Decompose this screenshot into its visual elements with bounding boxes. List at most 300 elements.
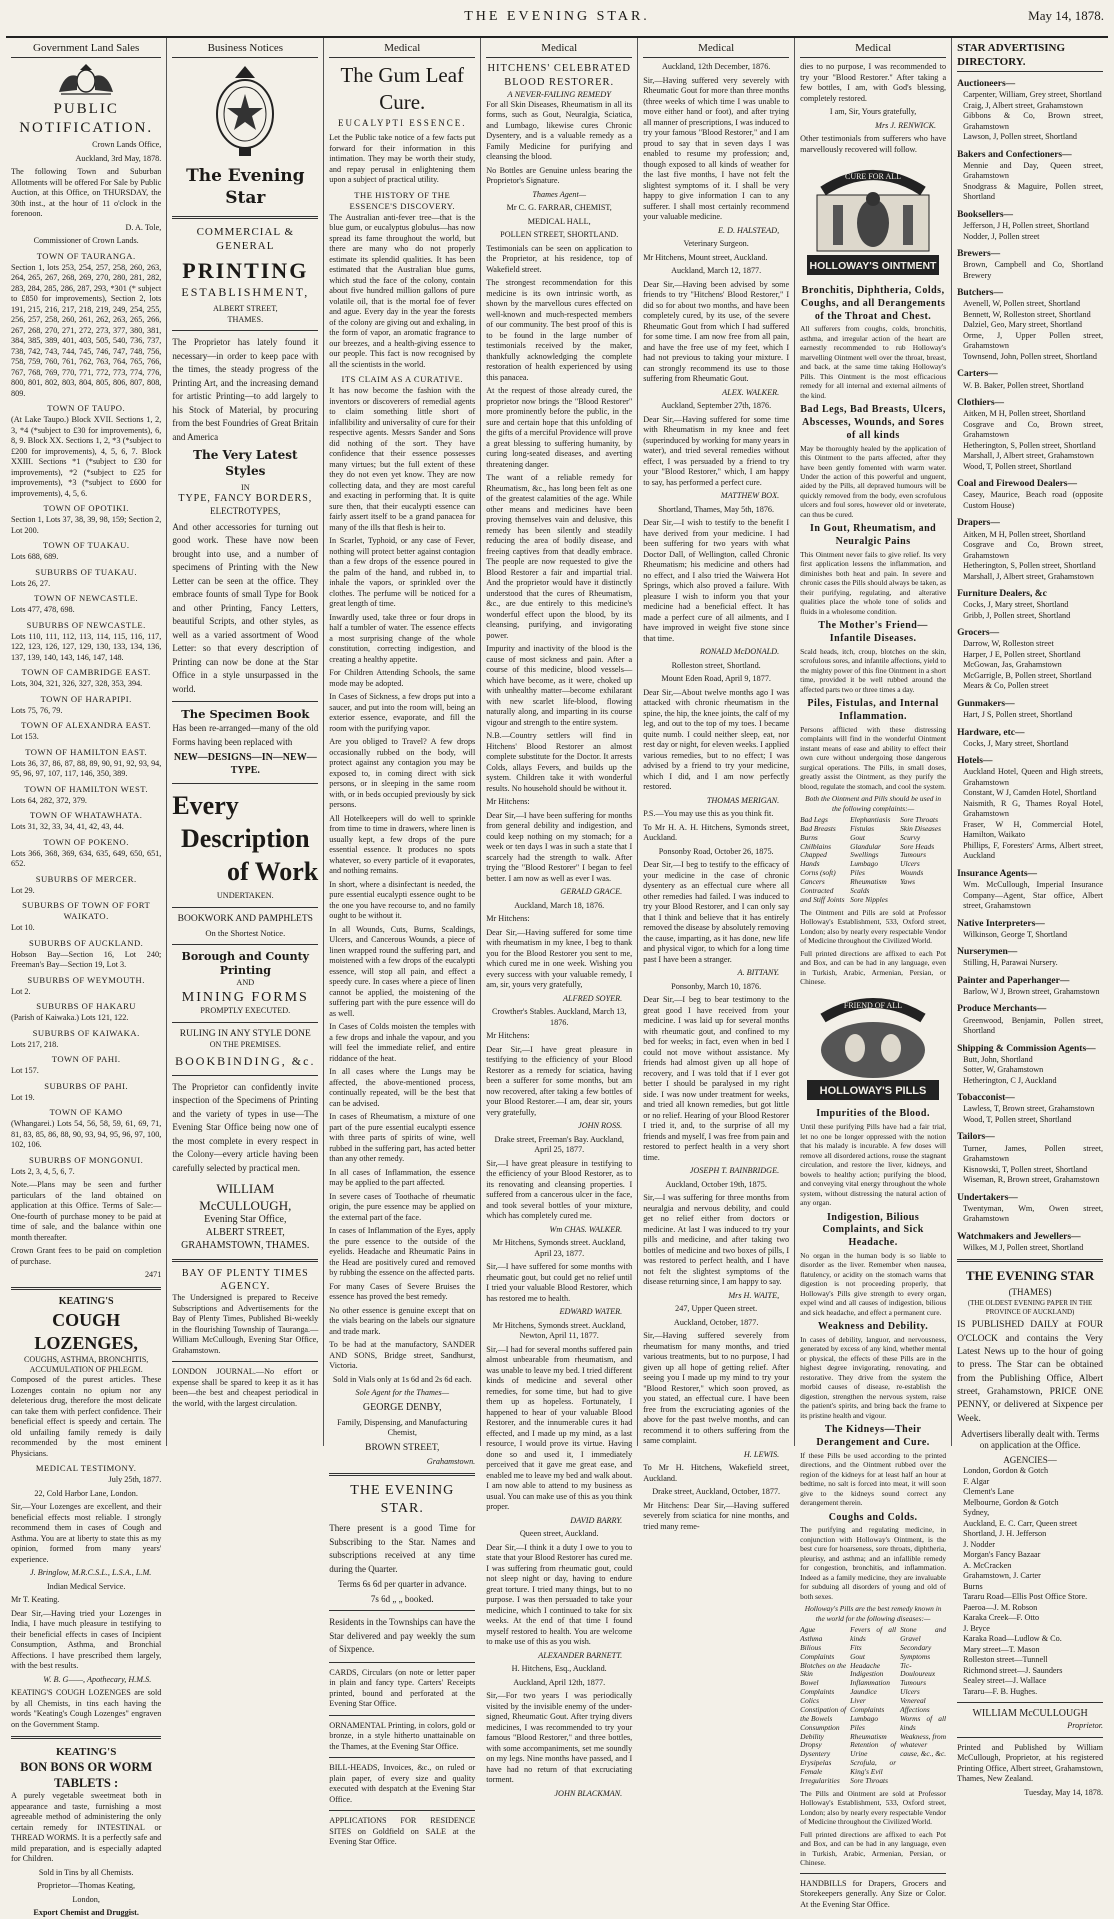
testimonial-8: Sir,—For two years I was periodically visited by the invisible enemy of the under-signed, Rheumatic Gout. After trying divers medicines, I was recommended to try your famous "Blood Restorer," and three bottles, with some accompaniments, set me soundly on my legs. Nine months have passed, and I have had no return of that excruciating torment. <box>486 1691 633 1785</box>
invite-text: The Proprietor can confidently invite inspection of the Specimens of Printing and the variety of types in use—The Evening Star Office being now one of the most complete in every respect in the Colony—every article having been carefully selected by practical men. <box>172 1081 319 1173</box>
testimonial-4-addr: Mr Hitchens, Symonds street. Auckland, April 23, 1877. <box>492 1238 626 1258</box>
bonbons-city: London, <box>72 1894 100 1904</box>
ointment-banner-text: CURE FOR ALL <box>845 172 902 182</box>
directory-entry: Wilkes, M J, Pollen street, Shortland <box>963 1242 1084 1252</box>
directory-category: Coal and Firewood Dealers— <box>957 479 1077 490</box>
land-section-lots: Section 1, Lots 37, 38, 39, 98, 159; Section 2, Lot 200. <box>11 515 162 535</box>
agency-entry: Burns <box>963 1581 983 1591</box>
t8-sig2: 247, Upper Queen street. <box>675 1304 758 1314</box>
holloway-p10: If these Pills be used according to the printed directions, and the Ointment rubbed over the region of the kidneys for at least half an hour at bedtime, no salt is forced into meat, it will soon give to the kidneys sound correct any derangement therein. <box>800 1450 947 1508</box>
gum-p20: To be had at the manufactory, SANDER AND SONS, Bridge street, Sandhurst, Victoria. <box>329 1340 476 1371</box>
list-item: Worms of all kinds <box>900 1713 947 1732</box>
land-section-lots: Lot 10. <box>11 923 35 933</box>
hitchens-p5: At the request of those already cured, the proprietor now brings the "Blood Restorer" more prominently before the public, in the sure and certain hope that this unfolding of the gifts of a merciful Providence will prove a great blessing to suffering humanity, by curing long-seated diseases, and averting threatening danger. <box>486 386 633 469</box>
gum-p18: For many Cases of Severe Bruises the essence has proved the best remedy. <box>329 1281 476 1302</box>
bonbons-export: Export Chemist and Druggist. <box>33 1908 139 1918</box>
directory-category: Native Interpreters— <box>957 918 1045 929</box>
agency-entry: Tararu Road—Ellis Post Office Store. <box>963 1592 1088 1602</box>
land-section-heading: TOWN OF KAMO <box>49 1107 123 1118</box>
agency-entry: Melbourne, Gordon & Gotch <box>963 1497 1059 1507</box>
t5-addr: Mount Eden Road, April 9, 1877. <box>661 674 771 684</box>
list-item: Bad Breasts <box>800 823 836 833</box>
hitchens-p3: Testimonials can be seen on application to the Proprietor, at his residence, top of Wakefield street. <box>486 243 633 274</box>
gum-p8: Are you obliged to Travel? A few drops occasionally rubbed on the body, will protect against any contagion you may be exposed to, in coming direct with sick persons, or in sleeping in the same room with, or in beds occupied previously by sick persons. <box>329 737 476 810</box>
testimony-2-signature: W. B. G——, Apothecary, H.M.S. <box>43 1674 152 1684</box>
directory-entry: Brown, Campbell and Co, Shortland Brewery <box>963 260 1104 280</box>
ornamental-ad: ORNAMENTAL Printing, in colors, gold or bronze, in a style hitherto unattainable on the Thames, at the Evening Star Office. <box>329 1720 476 1751</box>
agency-entry: Karaka Creek—F. Otto <box>963 1613 1040 1623</box>
land-section-lots: Lots 217, 218. <box>11 1039 59 1049</box>
t8-sig: Mrs H. WAITE, <box>728 1290 780 1300</box>
testimonial-7: Dear Sir,—I think it a duty I owe to you to state that your Blood Restorer has cured me. I was suffering from rheumatic gout, could not sleep night or day, having to endure great torture. I tried many things, but to no purpose. I was then persuaded to take your medicine, which I continued to take for six weeks. At the end of that time I found myself restored to health. You are welcome to make use of this as you wish. <box>486 1542 633 1647</box>
evening-star-box-body: IS PUBLISHED DAILY at FOUR O'CLOCK and contains the Very Latest News up to the hour of going to press. The Star can be obtained from the Publishing Office, Albert street, Grahamstown, PRICE ONE PENNY, or delivered at Sixpence per Week. <box>957 1320 1104 1424</box>
proprietor-title: Proprietor. <box>1067 1721 1104 1731</box>
in-text: IN <box>240 482 250 492</box>
holloway-h9: Weakness and Debility. <box>818 1321 929 1333</box>
land-sections <box>11 251 161 1178</box>
directory-category: Carters— <box>957 369 998 380</box>
holloway-p1: All sufferers from coughs, colds, bronchitis, asthma, and irregular action of the heart are earnestly recommended to rub Holloway's marvelling Ointment well over the throat, breast, and back, at the same time taking Holloway's Pills. This Ointment is the most efficacious remedy for all internal and external ailments of the kind. <box>800 324 947 400</box>
keating-body: Composed of the purest articles. These Lozenges contain no opium nor any deleterious drug, therefore the most delicate can take them with perfect confidence. Their beneficial effect is speedy and certain. The old unfailing family remedy is daily recommended by the most eminent Physicians. <box>11 1375 162 1458</box>
land-section-heading: SUBURBS OF MERCER. <box>35 873 137 884</box>
directory-entry: Wood, T, Pollen street, Shortland <box>963 1114 1072 1124</box>
agencies-heading: AGENCIES— <box>1003 1454 1057 1465</box>
agency-entry: Mary street—T. Mason <box>963 1644 1040 1654</box>
holloway-p2: May be thoroughly healed by the application of this Ointment to the parts affected, after they have been gently fomented with warm water. Under the action of this powerful and unguent, aided by the Pills, all depraved humours will be quickly removed from the body, even scrofulous ulcers and foul sores, however old or inveterate, can thus be cured. <box>800 443 947 519</box>
list-item: Sore Throats <box>900 814 938 824</box>
holloway-h3: In Gout, Rheumatism, and Neuralgic Pains <box>810 523 937 548</box>
specimen-heading: The Specimen Book <box>181 707 310 722</box>
ad-number: 2471 <box>144 1270 162 1280</box>
land-section-lots: (At Lake Taupo.) Block XVII. Sections 1, 2, 3, *4 (*subject to £30 for improvements), 6, 8, 9. Block XX. Sections 1, 2, *3 (*subject to £200 for improvements), 4, 5, 6, 7. Block XXIII. Sections *1 (*subject to £30 for improvements), *2 (*subject to £25 for improvements), *3 (*subject to £600 for improvements), 4, 5, 6. <box>11 415 162 498</box>
list-item: Gout <box>850 832 865 842</box>
bonbons-name: KEATING'S <box>56 1746 117 1759</box>
directory-entry: Darrow, W, Rolleston street <box>963 639 1054 649</box>
t9-sig2: To Mr H. Hitchens, Wakefield street, Auckland. <box>643 1463 790 1483</box>
t10-body: Mr Hitchens: Dear Sir,—Having suffered severely from sciatica for nine months, and tried many reme- <box>643 1500 790 1531</box>
t6-sig: A. BITTANY. <box>737 968 780 978</box>
evening-star-box-tag: (THE OLDEST EVENING PAPER IN THE PROVINCE OF AUCKLAND) <box>967 1298 1093 1316</box>
directory-entry: Wood, T, Pollen street, Shortland <box>963 461 1072 471</box>
holloway-p5: Persons afflicted with these distressing complaints will find in the wonderful Ointment instant means of ease and ability to effect their own cure without undergoing those dangerous surgical operations. The Pills, in small doses, greatly assist the Ointment, as they purify the blood, regulate the stomach, and cool the system. <box>800 724 947 791</box>
hitchens-p4: The strongest recommendation for this medicine is its own intrinsic worth, as shown by the marvellous cures effected on well-known and much-respected members of our community. The best proof of this is to be found in the large number of testimonials received by the maker, thankfully acknowledging the complete restoration of health experienced by using this panacea. <box>486 278 633 382</box>
gum-history-heading: THE HISTORY OF THE ESSENCE'S DISCOVERY. <box>349 189 455 211</box>
on-premises: ON THE PREMISES. <box>209 1040 281 1050</box>
list-item: Dysentery <box>800 1749 831 1759</box>
directory-entry: Hart, J S, Pollen street, Shortland <box>963 710 1073 720</box>
directory-entry: Twentyman, Wm, Owen street, Grahamstown <box>963 1203 1104 1224</box>
agency-entry: J. Nodder <box>963 1539 995 1549</box>
borough-heading: Borough and County Printing <box>181 949 310 977</box>
notice-date: Auckland, 3rd May, 1878. <box>75 153 162 163</box>
list-item: Elephantiasis <box>850 814 891 824</box>
new-designs: NEW—DESIGNS—IN—NEW—TYPE. <box>173 752 317 776</box>
owner-name: WILLIAM McCULLOUGH, <box>199 1181 292 1213</box>
t4-addr2: Rolleston street, Shortland. <box>671 660 761 670</box>
list-item: Fits <box>850 1642 862 1652</box>
agency-entry: Karaka Road—Ludlow & Co. <box>963 1634 1062 1644</box>
directory-entry: Wm. McCullough, Imperial Insurance Company—Agent, Star office, Albert street, Grahamstown <box>963 880 1104 910</box>
testimonial-6-sig: DAVID BARRY. <box>570 1515 623 1525</box>
list-item: Consumption <box>800 1722 840 1732</box>
keating-subtitle: COUGHS, ASTHMA, BRONCHITIS, ACCUMULATION OF PHLEGM. <box>24 1354 149 1375</box>
land-section-lots: Lot 157. <box>11 1066 39 1076</box>
body-text: And other accessories for turning out good work. These have now been brought into use, and a number of specimens of Printing with the New Letter can be seen at the office. They embrace founts of small Type for Book and other Printing, Fancy Letters, beautiful Scripts, and other styles, as well as a varied assortment of Wood Letter: so that every description of Printing can now be done at the Star Office in a style unsurpassed in the world. <box>172 521 319 694</box>
column-medical-gum-leaf <box>324 38 481 1847</box>
testimonial-2: Dear Sir,—Having suffered for some time with rheumatism in my knee, I beg to thank you for the Blood Restorer you sent to me, which cured me in one week. Wishing you every success with your valuable remedy, I am, sir, yours very gratefully, <box>486 927 633 990</box>
column-heading: Medical <box>329 41 475 58</box>
agency-entry: Clement's Lane <box>963 1487 1014 1497</box>
directory-entry: Marshall, J, Albert street, Grahamstown <box>963 571 1094 581</box>
directory-category: Auctioneers— <box>957 79 1016 90</box>
t7-sig: JOSEPH T. BAINBRIDGE. <box>689 1166 780 1176</box>
electrotypes: ELECTROTYPES, <box>210 506 281 517</box>
gum-p17: In cases of Inflammation of the Eyes, apply the pure essence to the outside of the eyelids. Headache and Rheumatic Pains in the Head are positively cured and removed by rubbing the essence on the affected parts. <box>329 1226 476 1278</box>
land-section-lots: Hobson Bay—Section 16, Lot 240; Freeman's Bay—Section 19, Lot 3. <box>11 949 162 970</box>
list-item: Inflammation <box>850 1678 890 1688</box>
directory-category: Furniture Dealers, &c <box>957 589 1047 600</box>
land-section-lots: Lots 31, 32, 33, 34, 41, 42, 43, 44. <box>11 822 124 832</box>
list-item: Sore Nipples <box>850 894 888 904</box>
testimonial-7-addr: Queen street, Auckland. <box>519 1529 599 1539</box>
land-section-heading: SUBURBS OF TOWN OF FORT WAIKATO. <box>22 900 151 922</box>
undertaken: UNDERTAKEN. <box>216 891 274 901</box>
gum-p2: The Australian anti-fever tree—that is the blue gum, or eucalyptus globulus—has now spread its fame throughout the world, but there are many who do not properly estimate its splendid qualities. It has been estimated that the Australian blue gums, which stud the face of the colony, contain about five hundred million gallons of pure volatile oil, that is the mortal foe of fever and ague. Every day in the year the forests of the colony are giving out and exhaling, in the form of vapor, an aromatic fragrance to our breezes, and a health-giving essence to our people. This fact is now recognised by all the scientists in the world. <box>329 212 476 369</box>
land-section-heading: SUBURBS OF PAHI. <box>44 1080 129 1091</box>
hitchens-agent-name: Mr C. G. FARRAR, CHEMIST, <box>506 203 612 213</box>
directory-entry: Mennie and Day, Queen street, Grahamstown <box>963 160 1104 181</box>
agency-entry: A. McCracken <box>963 1560 1012 1570</box>
testimonial-3-head: Mr Hitchens: <box>486 1031 530 1041</box>
column-medical-hitchens <box>481 38 638 1798</box>
testimonial-1-head: Mr Hitchens: <box>486 797 530 807</box>
holloway-p8: No organ in the human body is so liable to disorder as the liver. Remember when nausea, flatulency, or acidity on the stomach warns that digestion is not proceeding properly, that Holloway's Pills give strength to every organ, expel wind and all causes of indigestion, bilious and sick headache, and effect a permanent cure. <box>800 1250 947 1317</box>
holloway-p3: This Ointment never fails to give relief. Its very first application lessens the inflammation, and diminishes both heat and pain. In severe and chronic cases the Pills should always be taken, as their purifying, regulating, and alterative qualities place the whole tone of solids and fluids in a wholesome condition. <box>800 549 947 616</box>
land-section-lots: Lots 688, 689. <box>11 552 59 562</box>
directory-entry: Orme, J, Upper Pollen street, Grahamstown <box>963 330 1104 351</box>
gum-p19: No other essence is genuine except that on the vials bearing on the labels our signature and trade mark. <box>329 1305 476 1336</box>
list-item: Bad Legs <box>800 814 828 824</box>
land-section-lots: Lots 110, 111, 112, 113, 114, 115, 116, 117, 122, 123, 126, 127, 129, 130, 133, 134, 136, 137, 139, 140, 143, 146, 147, 148. <box>11 631 162 662</box>
t10-addr: Drake street, Auckland, October, 1877. <box>652 1487 781 1497</box>
gum-p14: In cases of Rheumatism, a mixture of one part of the pure essential eucalypti essence with three parts of spirits of wine, well rubbed in the suffering part, has acted better than any other remedy. <box>329 1112 476 1164</box>
land-section-lots: Lot 153. <box>11 732 39 742</box>
list-item: Dropsy <box>800 1740 822 1750</box>
land-section-heading: TOWN OF CAMBRIDGE EAST. <box>21 667 151 678</box>
column-advertising-directory <box>952 38 1108 1797</box>
list-item: Sore Throats <box>850 1775 888 1785</box>
list-item: Piles <box>850 1722 865 1732</box>
testimonial-3-sig: JOHN ROSS. <box>578 1121 623 1131</box>
land-section-heading: TOWN OF PAHI. <box>51 1054 121 1065</box>
land-section-heading: TOWN OF HARAPIPI. <box>40 693 132 704</box>
testimonial-7-sig: ALEXANDER BARNETT. <box>538 1650 623 1660</box>
list-item: Colics <box>800 1696 820 1706</box>
list-item: Debility <box>800 1731 824 1741</box>
paper-name: The Evening Star <box>186 166 305 208</box>
testimonial-3-addr: Drake street, Freeman's Bay. Auckland, April 25, 1877. <box>494 1134 624 1155</box>
list-item: Tumours <box>900 850 926 860</box>
agency-entry: Grahamstown, J. Carter <box>963 1571 1041 1581</box>
list-item: Cancers <box>800 877 825 887</box>
t6-addr: Ponsonby Road, October 26, 1875. <box>658 846 774 856</box>
gum-p15: In all cases of Inflammation, the essence may be applied to the part affected. <box>329 1167 476 1188</box>
list-item: Scalds <box>850 885 870 895</box>
land-section-lots: Lots, 304, 321, 326, 327, 328, 353, 394. <box>11 679 143 689</box>
holloway-p9: In cases of debility, languor, and nervousness, generated by excess of any kind, whether mental or physical, the effects of these Pills are in the highest degree invigorating, renovating, and restorative. They drive from the system the morbid causes of disease, re-establish the digestion, strengthen the nervous system, raise the patient's spirits, and bring back the frame to its pristine health and vigour. <box>800 1334 947 1420</box>
holloway-h2: Bad Legs, Bad Breasts, Ulcers, Abscesses, Wounds, and Sores of all kinds <box>800 404 946 441</box>
gum-p3: It has now become the fashion with the inventors or discoverers of remedial agents to claim something little short of infallibility and universality of cure for their respective agents. Messrs Sander and Sons did nothing of the sort. They have confidence that their essence possesses many virtues; but the full extent of these they do not even yet know. They are now collecting data, and they are most careful and exacting in performing that. It is quite sure then, that their eucalypti essence can fairly assert itself to be a grand panacea for many of the ills that flesh is heir to. <box>329 386 476 532</box>
pills-label-text: HOLLOWAY'S PILLS <box>819 1085 927 1098</box>
directory-entry: Lawless, T, Brown street, Grahamstown <box>963 1104 1095 1114</box>
directory-entry: Gribb, J, Pollen street, Shortland <box>963 610 1071 620</box>
gum-leaf-subtitle: EUCALYPTI ESSENCE. <box>337 117 467 128</box>
list-item: Fevers of all kinds <box>850 1625 897 1643</box>
column-heading: Government Land Sales <box>11 41 161 58</box>
list-item: Rheumatism <box>850 877 887 887</box>
directory-entry: Butt, John, Shortland <box>963 1054 1033 1064</box>
keating-sold: KEATING'S COUGH LOZENGES are sold by all Chemists, in tins each having the words "Keating's Cough Lozenges" engraven on the Government Stamp. <box>11 1688 162 1729</box>
gum-p10: In short, where a disinfectant is needed, the pure essential eucalypti essence ought to be the one you have recourse to, and no family ought to be without it. <box>329 879 476 921</box>
directory-entry: Hetherington, S, Pollen street, Shortland <box>963 561 1096 571</box>
bop-body: The Undersigned is prepared to Receive Subscriptions and Advertisements for the Bay of Plenty Times, Published Bi-weekly in the flourishing Township of Tauranga.—William McCullough, Evening Star Office, Grahamstown. <box>172 1293 319 1355</box>
column-heading: STAR ADVERTISING DIRECTORY. <box>957 41 1103 72</box>
terms: Terms 6s 6d per quarter in advance. <box>337 1579 467 1590</box>
cards-ad: CARDS, Circulars (on note or letter paper in plain and fancy type. Carters' Receipts printed, bound and perforated at the Evening Star Office. <box>329 1667 476 1709</box>
list-item: Piles <box>850 868 865 878</box>
t9-sig: H. LEWIS. <box>743 1449 780 1459</box>
directory-category: Drapers— <box>957 518 1000 529</box>
holloway-p12b: Full printed directions are affixed to each Pot and Box, and can be had in any language, even in Turkish, Arabic, Armenian, Persian, or Chinese. <box>800 1829 947 1868</box>
column-medical-holloway <box>795 38 952 1909</box>
imprint-date: Tuesday, May 14, 1878. <box>1024 1787 1104 1797</box>
holloway-p6: The Ointment and Pills are sold at Professor Holloway's Establishment, 533, Oxford street, London; also by nearly every respectable Vendor of Medicine throughout the Civilized World. <box>800 907 947 946</box>
applications-ad: APPLICATIONS FOR RESIDENCE SITES on Goldfield on SALE at the Evening Star Office. <box>329 1816 476 1847</box>
hitchens-p1: For all Skin Diseases, Rheumatism in all its forms, such as Gout, Neuralgia, Sciatica, and Lumbago, likewise cures Chronic Dysentery, and is a valuable remedy as a Family Medicine for purifying and cleansing the blood. <box>486 99 633 162</box>
directory-category: Shipping & Commission Agents— <box>957 1043 1096 1054</box>
directory-entry: Greenwood, Benjamin, Pollen street, Shortland <box>963 1015 1104 1036</box>
t1-sig: E. D. HALSTEAD, <box>717 225 780 235</box>
t4-addr: Shortland, Thames, May 5th, 1876. <box>658 504 775 514</box>
list-item: Yaws <box>900 877 916 887</box>
land-section-lots: Lots 366, 368, 369, 634, 635, 649, 650, 651, 652. <box>11 848 162 869</box>
list-item: Tic-Douloureux <box>900 1660 936 1679</box>
directory-entry: Dalziel, Geo, Mary street, Shortland <box>963 320 1083 330</box>
columns <box>6 38 1108 1918</box>
directory-entry: Craig, J, Albert street, Grahamstown <box>963 100 1083 110</box>
column-heading: Business Notices <box>172 41 318 58</box>
list-item: Venereal Affections <box>900 1696 930 1714</box>
directory-entry: Jefferson, J H, Pollen street, Shortland <box>963 221 1089 231</box>
renwick-sig: I am, Sir, Yours gratefully, <box>829 107 917 117</box>
directory-entry: Cocks, J, Mary street, Shortland <box>963 600 1069 610</box>
land-section-heading: SUBURBS OF KAIWAKA. <box>32 1027 140 1038</box>
land-section-heading: TOWN OF NEWCASTLE. <box>34 593 139 604</box>
directory-category: Watchmakers and Jewellers— <box>957 1231 1081 1242</box>
list-item: Scrofula, or King's Evil <box>850 1758 897 1777</box>
land-section-heading: TOWN OF ALEXANDRA EAST. <box>21 720 152 731</box>
list-item: Bilious Complaints <box>800 1642 835 1661</box>
bonbons-title: BON BONS OR WORM TABLETS : <box>20 1760 153 1791</box>
directory-entry: Aitken, M H, Pollen street, Shortland <box>963 529 1086 539</box>
advertising-directory <box>957 78 1103 1253</box>
directory-entry: Auckland Hotel, Queen and High streets, Grahamstown <box>963 767 1104 787</box>
gum-p16: In severe cases of Toothache of rheumatic origin, the pure essence may be applied on the external part of the face. <box>329 1191 476 1222</box>
testimonial-2-addr: Crowther's Stables. Auckland, March 13, 1876. <box>491 1007 627 1027</box>
agency-entry: F. Algar <box>963 1476 990 1486</box>
gum-agent-desc: Family, Dispensing, and Manufacturing Chemist, <box>337 1417 468 1438</box>
printing-title: PRINTING <box>182 257 309 283</box>
list-item: Skin Diseases <box>900 823 941 833</box>
ruling: RULING IN ANY STYLE DONE <box>179 1028 311 1039</box>
list-item: Ague <box>800 1625 816 1635</box>
agency-entry: Auckland, E. C. Carr, Queen street <box>963 1518 1078 1528</box>
pills-diseases-list <box>800 1626 946 1786</box>
ointment-complaints-list <box>800 816 946 905</box>
column-heading: Medical <box>643 41 789 58</box>
testimony-date: July 25th, 1877. <box>108 1475 162 1485</box>
t9-addr: Auckland, October, 1877. <box>673 1317 759 1327</box>
land-section-lots: Section 1, lots 253, 254, 257, 258, 260, 263, 264, 265, 267, 268, 269, 270, 280, 281, 282, 283, 284, 285, 286, 287, 293, *301 (* subject to £850 for improvements), Section 2, lots 191, 215, 216, 217, 218, 219, 249, 254, 255, 256, 257, 258, 260, 261, 262, 263, 265, 266, 267, 268, 270, 271, 272, 273, 377, 380, 381, 384, 385, 389, 401, 403, 505, 540, 736, 737, 738, 742, 743, 744, 745, 746, 747, 748, 756, 758, 759, 760, 761, 762, 763, 764, 765, 766, 767, 768, 769, 770, 771, 772, 773, 774, 776, 800, 801, 802, 803, 804, 805, 806, 807, 808, 809. <box>11 262 162 398</box>
gum-p4: In Scarlet, Typhoid, or any case of Fever, nothing will protect better against contagion than a few drops of the essence poured in the palm of the hand, and rubbed in, to inhale the vapors, or sprinkled over the clothes. The perfume will be noticed for a great length of time. <box>329 536 476 609</box>
agencies-list <box>957 1466 1103 1697</box>
town: THAMES. <box>227 314 264 324</box>
testimonial-7-sig2: H. Hitchens, Esq., Auckland. <box>511 1664 607 1674</box>
directory-entry: Kisnowski, T, Pollen street, Shortland <box>963 1164 1088 1174</box>
land-section-heading: SUBURBS OF HAKARU <box>36 1001 137 1012</box>
list-item: Lumbago <box>850 1713 879 1723</box>
directory-category: Insurance Agents— <box>957 868 1038 879</box>
mining-forms: MINING FORMS <box>181 989 309 1005</box>
gum-agent: Sole Agent for the Thames— <box>355 1388 450 1398</box>
directory-category: Clothiers— <box>957 398 1005 409</box>
owner-town: GRAHAMSTOWN, THAMES. <box>181 1240 310 1252</box>
gum-leaf-title: The Gum Leaf Cure. <box>340 63 465 114</box>
list-item: Glandular Swellings <box>850 841 881 860</box>
testimonial-5-addr: Mr Hitchens, Symonds street. Auckland, Newton, April 11, 1877. <box>492 1320 626 1341</box>
directory-entry: Hetherington, C J, Auckland <box>963 1075 1057 1085</box>
directory-entry: McGarrigle, B, Pollen street, Shortland <box>963 670 1092 680</box>
list-item: Ulcers <box>900 859 920 869</box>
list-item: Weakness, from whatever cause, &c., &c. <box>900 1731 947 1759</box>
list-item: Chilblains <box>800 841 831 851</box>
directory-category: Grocers— <box>957 628 1000 639</box>
notice-signer-title: Commissioner of Crown Lands. <box>33 236 139 246</box>
holloway-both2: Holloway's Pills are the best remedy known in the world for the following diseases:— <box>804 1604 942 1623</box>
land-section-heading: TOWN OF HAMILTON WEST. <box>24 783 148 794</box>
intro-text: The Proprietor has lately found it necessary—in order to keep pace with the times, the steady progress of the Printing Art, and the increasing demand for artistic Printing—to add largely to his Stock of Material, by procuring from the best Foundries of Great Britain and America <box>172 337 319 442</box>
bonbons-sold: Sold in Tins by all Chemists. <box>38 1867 134 1877</box>
medical-testimony-heading: MEDICAL TESTIMONY. <box>35 1463 137 1474</box>
holloway-h11: Coughs and Colds. <box>828 1511 918 1523</box>
notice-office: Crown Lands Office, <box>92 140 162 150</box>
directory-entry: Gibbons & Co, Brown street, Grahamstown <box>963 111 1104 131</box>
list-item: Headache <box>850 1660 881 1670</box>
directory-entry: Sotter, W, Grahamstown <box>963 1065 1044 1075</box>
list-item: Asthma <box>800 1633 823 1643</box>
land-section-heading: SUBURBS OF NEWCASTLE. <box>26 619 146 630</box>
testimonial-5-sig: EDWARD WATER. <box>559 1307 623 1317</box>
holloway-pills-illustration-icon <box>803 992 943 1102</box>
gum-claim-heading: ITS CLAIM AS A CURATIVE. <box>341 374 464 385</box>
land-section-heading: TOWN OF TAUPO. <box>47 403 126 414</box>
directory-entry: Bennett, W, Rolleston street, Shortland <box>963 309 1091 319</box>
t5-ps: P.S.—You may use this as you think fit. <box>643 809 774 819</box>
list-item: Fistulas <box>850 823 874 833</box>
list-item: Retention of Urine <box>850 1740 897 1759</box>
directory-entry: Hetherington, S, Pollen street, Shortland <box>963 440 1096 450</box>
testimonial-1: Dear Sir,—I have been suffering for months from general debility and indigestion, and could keep nothing on my stomach; for a week or ten days I was in such a state that I scarcely had the strength to walk. After trying the "Blood Restorer" I began to feel better. I am now as well as ever I was. <box>486 810 633 883</box>
land-section-heading: SUBURBS OF WEYMOUTH. <box>27 974 145 985</box>
t1-body: Sir,—Having suffered very severely with Rheumatic Gout for more than three months (three weeks of which time I was unable to move either hand or foot), and after trying all manner of prescriptions, I was induced to try your famous "Blood Restorer," and I am proud to say that in seven days I was enabled to resume my profession; and, though exposed to all kinds of weather for the last five months, I have not felt the slightest symptoms of it. I shall be very happy to give information I can to any sufferer. I shall most certainly recommend your valuable medicine. <box>643 75 790 222</box>
land-section-heading: TOWN OF HAMILTON EAST. <box>25 746 148 757</box>
advertisers-note: Advertisers liberally dealt with. Terms on application at the Office. <box>960 1428 1100 1451</box>
notice-signer: D. A. Tole, <box>125 222 162 232</box>
t2-addr: Auckland, March 12, 1877. <box>671 266 762 276</box>
list-item: Blotches on the Skin <box>800 1660 847 1679</box>
bop-title: BAY OF PLENTY TIMES AGENCY. <box>181 1267 309 1292</box>
holloway-p4: Scald heads, itch, croup, blotches on the skin, scrofulous sores, and infantile affections, yield to the mighty power of this fine Ointment in a short time, provided it be well rubbed around the affected parts two or three times a day. <box>800 646 947 694</box>
list-item: Secondary Symptoms <box>900 1642 932 1661</box>
holloway-p7: Until these purifying Pills have had a fair trial, let no one be longer oppressed with the notion that his malady is incurable. A few doses will remove all disordered actions, rouse the stagnant circulation, and restore the liver, kidneys, and bowels to healthy action; purifying the blood, and conveying vital energy throughout the whole system, without distressing the natural action of any organ. <box>800 1122 947 1208</box>
land-section-heading: TOWN OF POKENO. <box>43 836 129 847</box>
list-item: Lumbago <box>850 859 879 869</box>
land-section-lots: (Whangarei.) Lots 54, 56, 58, 59, 61, 69, 71, 81, 83, 85, 86, 88, 90, 93, 94, 95, 96, 97, 100, 102, 106. <box>11 1119 162 1150</box>
t1-sig3: Mr Hitchens, Mount street, Auckland. <box>643 252 768 262</box>
testimonial-5: Sir,—I have suffered for some months with rheumatic gout, but could get no relief until I tried your valuable Blood Restorer, which has restored me to health. <box>486 1262 633 1303</box>
notice-body: The following Town and Suburban Allotments will be offered For Sale by Public Auction, at this Office, on THURSDAY, the 30th inst., at the hour of 11 o'clock in the forenoon. <box>11 167 162 219</box>
directory-category: Tailors— <box>957 1132 995 1143</box>
testimony-address: 22, Cold Harbor Lane, London. <box>34 1488 138 1498</box>
testimonial-3: Dear Sir,—I have great pleasure in testifying to the efficiency of your Blood Restorer as a remedy for sciatica, having been a sufferer for some months, but am now recovered, after taking a few bottles of your Blood Restorer.—I am, dear sir, yours very gratefully, <box>486 1044 633 1117</box>
gum-p1: Let the Public take notice of a few facts put forward for their information in this intimation. They may be worth their study, and repay perusal in enlightening them upon a subject of practical utility. <box>329 133 476 185</box>
t5-sig: THOMAS MERIGAN. <box>706 795 780 805</box>
testimony-2-head: Mr T. Keating. <box>11 1595 60 1605</box>
testimonial-8-addr: Auckland, April 12th, 1877. <box>513 1677 606 1687</box>
holloway-h7: Impurities of the Blood. <box>816 1108 930 1120</box>
holloway-p6b: Full printed directions are affixed to each Pot and Box, and can be had in any language, even in Turkish, Arabic, Armenian, Persian, or Chinese. <box>800 948 947 987</box>
directory-entry: Cosgrave and Co, Brown street, Grahamstown <box>963 419 1104 440</box>
land-section-lots: Lots 75, 76, 79. <box>11 705 63 715</box>
masthead-date: May 14, 1878. <box>1028 8 1104 23</box>
list-item: Gout <box>850 1651 865 1661</box>
directory-category: Produce Merchants— <box>957 1004 1047 1015</box>
t6-to: To Mr H. A. H. Hitchens, Symonds street, Auckland. <box>643 822 790 843</box>
testimony-signature-2: Indian Medical Service. <box>46 1581 126 1591</box>
t2-body: Dear Sir,—Having been advised by some friends to try "Hitchens' Blood Restorer," I did so for about two months, and have been completely cured, by its use, of the severe Rheumatic Gout from which I had suffered for some time. I am now free from all pain, and have the free use of my feet, which I had not previous to taking your mixture. I can strongly recommend its use to those suffering from Rheumatic Gout. <box>643 279 790 384</box>
gum-agent-street: BROWN STREET, <box>365 1442 440 1453</box>
directory-category: Brewers— <box>957 249 1001 260</box>
holloway-p11: The purifying and regulating medicine, in conjunction with Holloway's Ointment, is the best cure for hoarseness, sore throats, diphtheria, pleurisy, and asthma; and an infallible remedy for congestion, bronchitis, and inflammation. Indeed as a family medicine, they are invaluable for subduing all disorders of young and old of both sexes. <box>800 1525 947 1601</box>
directory-entry: Mears & Co, Pollen street <box>963 681 1049 691</box>
directory-entry: Cocks, J, Mary street, Shortland <box>963 738 1069 748</box>
directory-entry: Casey, Maurice, Beach road (opposite Custom House) <box>963 490 1104 510</box>
bonbons-proprietor: Proprietor—Thomas Keating, <box>37 1881 136 1891</box>
types-heading: TYPE, FANCY BORDERS, <box>178 493 313 505</box>
directory-entry: Cosgrave and Co, Brown street, Grahamstown <box>963 540 1104 560</box>
specimen-body: Has been re-arranged—many of the old Forms having been replaced with <box>172 723 319 747</box>
agency-entry: Tararu—F. B. Hughes. <box>963 1686 1038 1696</box>
gum-p13: In all cases where the Lungs may be affected, the above-mentioned process, continually repeated, will be the best that can be advised. <box>329 1067 476 1108</box>
list-item: Contracted and Stiff Joints <box>800 885 845 904</box>
gum-p5: Inwardly used, take three or four drops in half a tumbler of water. The essence effects a most surprising change of the whole constitution, correcting indigestion, and creating a healthy appetite. <box>329 612 476 664</box>
owner-street: ALBERT STREET, <box>205 1227 285 1239</box>
t6-body: Dear Sir,—I beg to testify to the efficacy of your medicine in the case of chronic dysentery as an effectual cure where all other remedies had failed. I was induced to try your Blood Restorer, and I can only say that I think and believe that it has entirely removed the disease by absolutely removing the cause, imparting, as it has done, new life and physical vigor, to which for a long time past I have been a stranger. <box>643 860 790 964</box>
list-item: Liver Complaints <box>850 1696 885 1714</box>
testimonial-1-addr: Auckland, March 18, 1876. <box>514 900 605 910</box>
gum-p11: In all Wounds, Cuts, Burns, Scaldings, Ulcers, and Cancerous Wounds, a piece of linen wrapped round the suffering part, and moistened with a few drops of the eucalypti essence, will stop all pain, and effect a speedy cure. In cases where a piece of linen cannot be applied, the moistening of the suffering part with the pure essence will do as well. <box>329 924 476 1018</box>
gum-p6: For Children Attending Schools, the same mode may be adopted. <box>329 668 476 688</box>
